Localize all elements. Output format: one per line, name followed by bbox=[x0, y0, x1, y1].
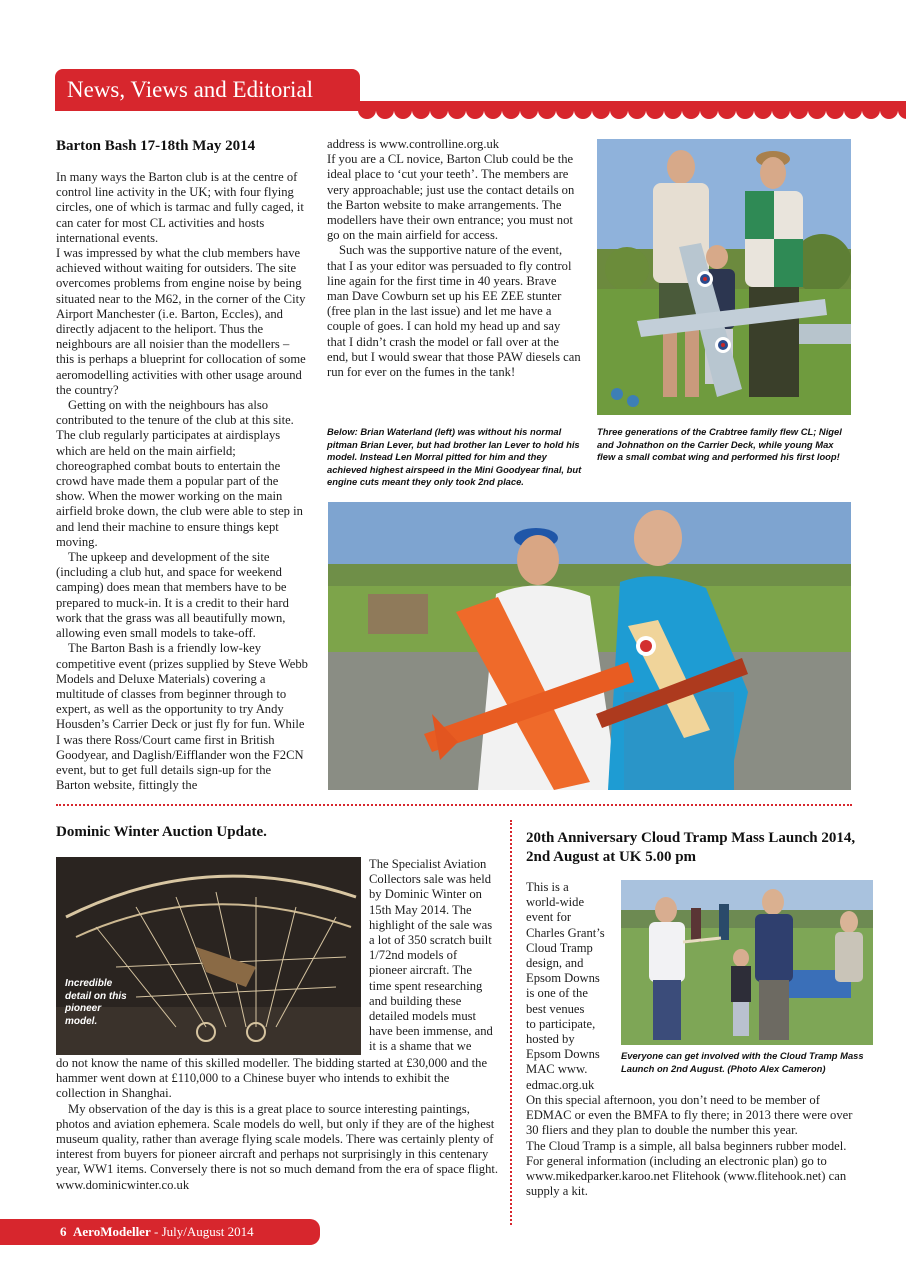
text-line: Epsom Downs bbox=[526, 1047, 600, 1062]
paragraph: The upkeep and development of the site (including a club hut, and space for weekend camping) does mean that members have to be prepared to muck-in. It is a credit to their hard work that the grass was all beautifully mown, allowing even small models to take-off. bbox=[56, 550, 289, 641]
column-divider bbox=[510, 820, 512, 1225]
barton-column-2 bbox=[327, 137, 581, 380]
issue-date: - July/August 2014 bbox=[150, 1224, 254, 1239]
cloud-tramp-caption: Everyone can get involved with the Cloud Tramp Mass Launch on 2nd August. (Photo Alex Cameron) bbox=[621, 1050, 864, 1074]
barton-column-1 bbox=[56, 170, 308, 793]
paragraph: If you are a CL novice, Barton Club could be the ideal place to ‘cut your teeth’. The members are very approachable; just use the contact details on the Barton website to make arrangements. The modellers have their own entrance; you must not go on the main airfield for access. bbox=[327, 152, 575, 243]
article-heading-cloud-tramp: 20th Anniversary Cloud Tramp Mass Launch 2014, 2nd August at UK 5.00 pm bbox=[526, 830, 856, 865]
dominic-narrow-text: The Specialist Aviation Collectors sale was held by Dominic Winter on 15th May 2014. The highlight of the sale was a lot of 350 scratch built 1/72nd models of pioneer aircraft. The time spent researching and building these detailed models must have been immense, and it is a shame that we bbox=[369, 857, 493, 1054]
crabtree-family-photo bbox=[597, 139, 851, 415]
text-line: Epsom Downs bbox=[526, 971, 600, 986]
paragraph: do not know the name of this skilled modeller. The bidding started at £30,000 and the hammer went down at £110,000 to a Chinese buyer who intends to exhibit the collection in Shanghai. bbox=[56, 1056, 488, 1101]
text-line: event for bbox=[526, 910, 572, 925]
paragraph: On this special afternoon, you don’t need to be member of EDMAC or even the BMFA to fly there; in 2013 there were over 30 fliers and they plan to double the number this year. bbox=[526, 1093, 853, 1138]
text-line: Cloud Tramp bbox=[526, 940, 593, 955]
scallop-border bbox=[358, 110, 906, 120]
paragraph: I was impressed by what the club members have achieved without waiting for outsiders. The site overcomes problems from engine noise by being situated near to the M62, in the corner of the City Airport Manchester (i.e. Barton, Eccles), and directly adjacent to the heliport. Thus the neighbours are all noisier than the modellers – this is perhaps a blueprint for collocation of some aeromodelling activities with other usage around the country? bbox=[56, 246, 306, 397]
paragraph: The Cloud Tramp is a simple, all balsa beginners rubber model. For general information (including an electronic plan) go to www.mikedparker.karoo.net Flitehook (www.flitehook.net) can supply a kit. bbox=[526, 1138, 847, 1199]
paragraph: Getting on with the neighbours has also contributed to the tenure of the club at this site. The club regularly participates at airdisplays which are held on the main airfield; choreographed combat bouts to entertain the crowd have made them a popular part of the show. When the mower working on the main airfield broke down, the club were able to step in and lend their machine to ensure things kept moving. bbox=[56, 398, 303, 549]
cloud-tramp-photo bbox=[621, 880, 873, 1045]
text-line: hosted by bbox=[526, 1032, 575, 1047]
article-heading-barton: Barton Bash 17-18th May 2014 bbox=[56, 138, 256, 154]
article-heading-dominic: Dominic Winter Auction Update. bbox=[56, 824, 267, 840]
caption-crabtree: Three generations of the Crabtree family flew CL; Nigel and Johnathon on the Carrier Deck, while young Max flew a small combat wing and performed his first loop! bbox=[597, 426, 842, 463]
text-line: MAC www. bbox=[526, 1062, 588, 1077]
footer-folio bbox=[60, 1224, 254, 1240]
text-line: This is a bbox=[526, 880, 569, 894]
text-line: to participate, bbox=[526, 1016, 596, 1031]
magazine-name: AeroModeller bbox=[73, 1224, 151, 1239]
section-title: News, Views and Editorial bbox=[67, 77, 314, 102]
dominic-full-text bbox=[56, 1056, 499, 1193]
text-line: design, and bbox=[526, 956, 584, 971]
text-line: best venues bbox=[526, 1001, 585, 1016]
text-line: edmac.org.uk bbox=[526, 1077, 595, 1092]
paragraph: My observation of the day is this is a great place to source interesting paintings, photos and aviation ephemera. Scale models do well, but only if they are of the highest museum quality, rather than average flying scale models. There was certainly plenty of interest from buyers for pioneer aircraft and perhaps not surprisingly in this centenary year, WW1 items. Conversely there is not so much demand from the era of space flight. www.dominicwinter.co.uk bbox=[56, 1101, 499, 1192]
paragraph: Such was the supportive nature of the event, that I as your editor was persuaded to fly control line again for the first time in 40 years. Brave man Dave Cowburn set up his EE ZEE stunter (free plan in the last issue) and let me have a couple of goes. I can hold my head up and say that I didn’t crash the model or fall over at the end, but I would swear that those PAW diesels can run for ever on the fumes in the tank! bbox=[327, 243, 581, 380]
paragraph: In many ways the Barton club is at the centre of control line activity in the UK; with four flying circles, one of which is tarmac and fully caged, it can cater for most CL activities and hosts international events. bbox=[56, 170, 304, 245]
text-line: is one of the bbox=[526, 986, 588, 1001]
paragraph: The Barton Bash is a friendly low-key competitive event (prizes supplied by Steve Webb Models and Deluxe Materials) covering a multitude of classes from beginner through to expert, as well as the opportunity to try Andy Housden’s Carrier Deck or just fly for fun. While I was there Ross/Court came first in British Goodyear, and Daglish/Eifflander won the F2CN event, but to get full details sign-up for the Barton website, fittingly the bbox=[56, 641, 308, 793]
pioneer-photo-caption: Incredible detail on this pioneer model. bbox=[65, 978, 127, 1027]
caption-below-photo: Below: Brian Waterland (left) was without his normal pitman Brian Lever, but had brother Ian Lever to hold his model. Instead Len Morral pitted for him and they achieved highest airspeed in the Mini Goodyear final, but engine cuts meant they only took 2nd place. bbox=[327, 426, 582, 488]
page-number: 6 bbox=[60, 1224, 67, 1239]
cloud-full-text bbox=[526, 1093, 856, 1199]
paragraph: address is www.controlline.org.uk bbox=[327, 137, 500, 151]
text-line: world-wide bbox=[526, 895, 585, 910]
brian-ian-lever-photo bbox=[328, 502, 851, 790]
text-line: Charles Grant’s bbox=[526, 925, 605, 940]
section-divider bbox=[56, 804, 852, 806]
cloud-narrow-text bbox=[526, 880, 622, 1093]
